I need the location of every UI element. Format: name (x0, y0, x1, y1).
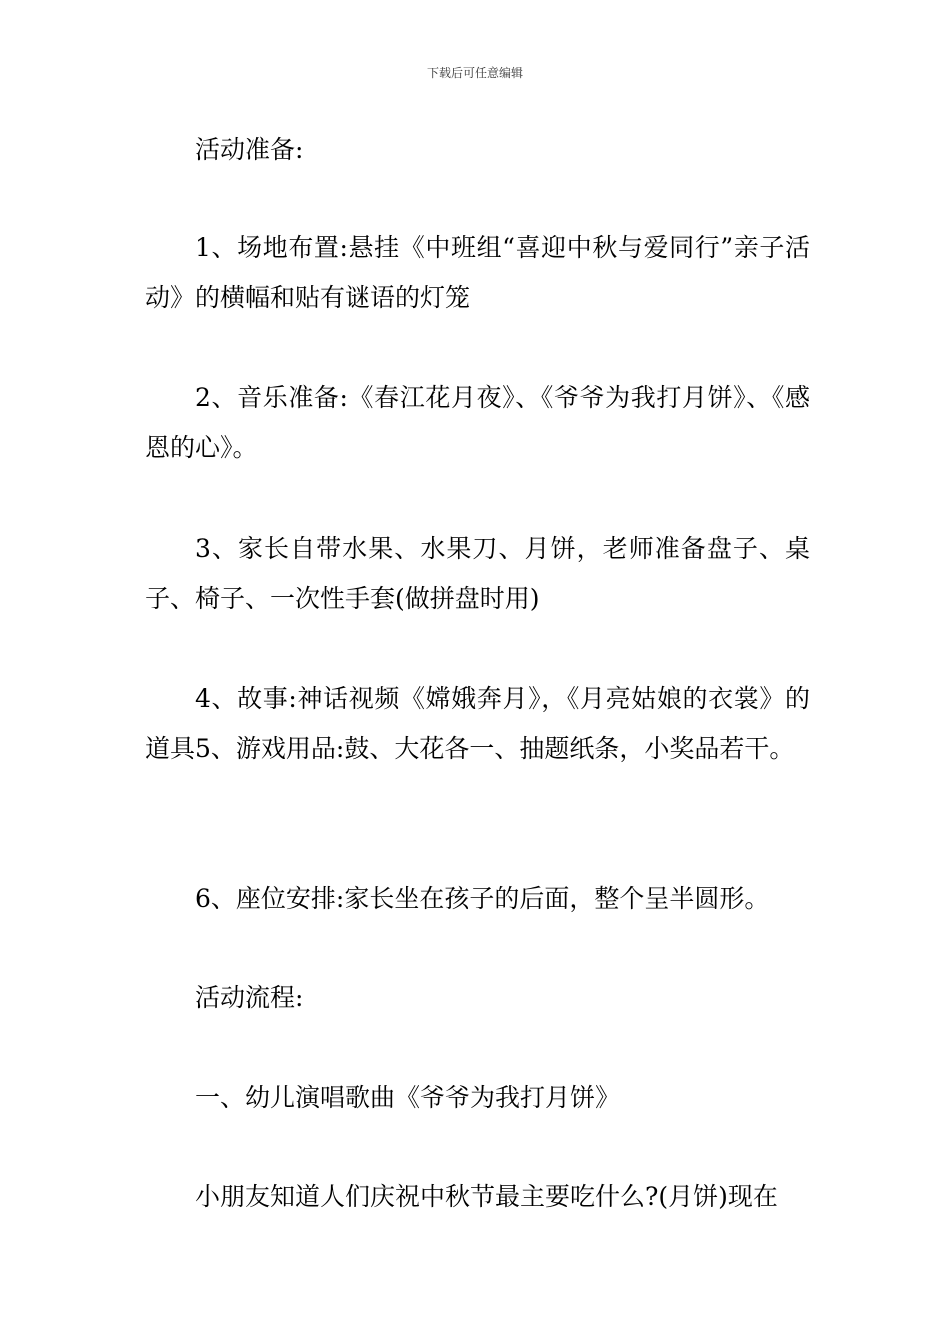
paragraph-question: 小朋友知道人们庆祝中秋节最主要吃什么?(月饼)现在 (195, 1182, 778, 1211)
paragraph-music-prep: 2、音乐准备:《春江花月夜》、《爷爷为我打月饼》、《感恩的心》。 (145, 383, 810, 462)
section-heading-preparation: 活动准备: (195, 135, 304, 164)
paragraph-venue-setup: 1、场地布置:悬挂《中班组“喜迎中秋与爱同行”亲子活动》的横幅和贴有谜语的灯笼 (145, 233, 810, 312)
paragraph-supplies: 3、家长自带水果、水果刀、月饼，老师准备盘子、桌子、椅子、一次性手套(做拼盘时用) (145, 534, 810, 613)
paragraph-seating: 6、座位安排:家长坐在孩子的后面，整个呈半圆形。 (195, 884, 770, 913)
paragraph-step-one: 一、幼儿演唱歌曲《爷爷为我打月饼》 (195, 1083, 621, 1112)
page-header-note: 下载后可任意编辑 (426, 66, 523, 80)
section-heading-procedure: 活动流程: (195, 983, 304, 1012)
paragraph-story-and-games: 4、故事:神话视频《嫦娥奔月》，《月亮姑娘的衣裳》的道具5、游戏用品:鼓、大花各一、抽题纸条，小奖品若干。 (145, 684, 810, 763)
